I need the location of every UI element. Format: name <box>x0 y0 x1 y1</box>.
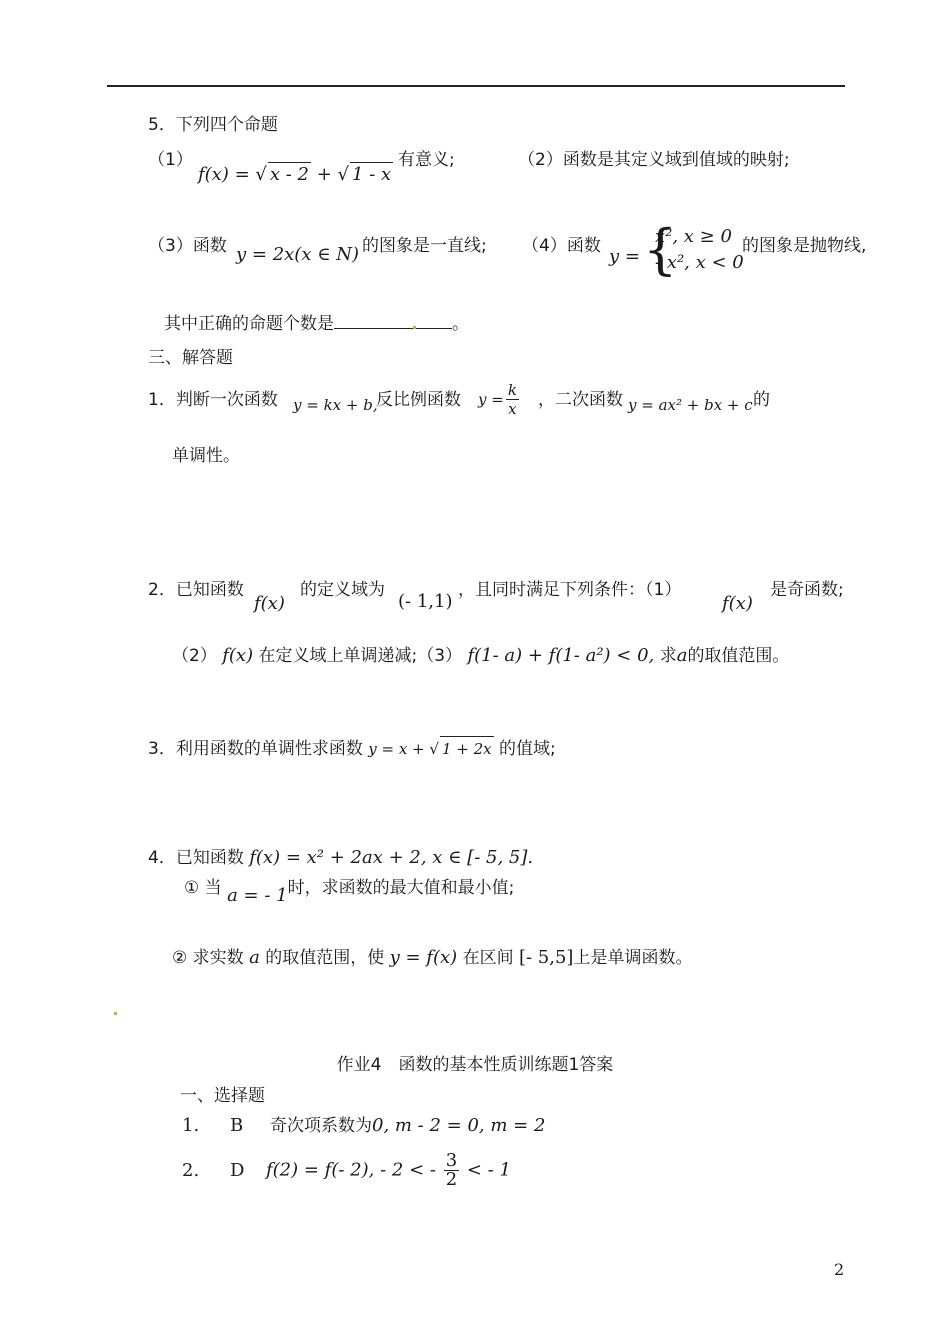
answer-blank <box>334 312 452 329</box>
q5-p1-math-a: f(x) = <box>198 164 256 185</box>
q5-p1-num: （1） <box>148 150 193 170</box>
q4-s2-d: 上是单调函数。 <box>573 948 693 968</box>
q4-sub2 <box>172 946 692 970</box>
q2-m3: f(x) <box>722 593 753 614</box>
q4-s1-b: 时，求函数的最大值和最小值; <box>287 878 515 898</box>
piecewise <box>643 218 744 281</box>
q2-m2: (- 1,1) <box>398 591 453 612</box>
q2-l2-b: 在定义域上单调递减;（3） <box>258 646 463 666</box>
q2-b: 的定义域为 <box>300 580 385 600</box>
q2-c: ，且同时满足下列条件：（1） <box>458 580 682 600</box>
q4-s1-a: ① 当 <box>184 878 222 898</box>
a2-letter: D <box>230 1159 245 1181</box>
q5-prop1-num <box>148 148 193 172</box>
q4-s1-m: a = - 1 <box>227 885 288 906</box>
q1-a: 1．判断一次函数 <box>148 390 278 410</box>
frac-den: 2 <box>445 1169 458 1190</box>
q2-l2-a: （2） <box>172 646 217 666</box>
stray-mark <box>114 1012 117 1015</box>
answer-2 <box>182 1152 511 1189</box>
q5-p1-math-c: + <box>311 164 338 185</box>
answers-title: 作业4 函数的基本性质训练题1答案 <box>336 1055 614 1075</box>
q2-l2-m3: a <box>676 645 688 666</box>
sqrt-icon: √ <box>429 740 439 758</box>
q2-d: 是奇函数; <box>770 580 844 600</box>
sqrt-icon: √ <box>337 164 350 185</box>
q1-m2-pre: y = <box>478 390 504 409</box>
q4-s2-c: 在区间 <box>462 948 514 968</box>
q4-s2-b: 的取值范围，使 <box>265 948 385 968</box>
q3-m-pre: y = x + <box>368 740 430 758</box>
a1-num: 1. <box>182 1115 200 1136</box>
q1-d: 的 <box>753 390 770 410</box>
q5-p3-text: 的图象是一直线; <box>362 236 487 256</box>
q2-l2-m2: f(1- a) + f(1- a²) < 0, <box>467 645 655 666</box>
q2-l2-m1: f(x) <box>222 645 254 666</box>
q5-answer <box>164 312 469 336</box>
q4-sub1 <box>184 876 515 906</box>
frac-num: 3 <box>445 1150 458 1171</box>
fraction <box>444 1152 459 1189</box>
header-rule <box>107 85 845 87</box>
q1-m2 <box>478 381 521 418</box>
answers-section1: 一、选择题 <box>180 1086 265 1106</box>
q2-m1: f(x) <box>254 593 285 614</box>
q1-m3: y = ax² + bx + c <box>628 396 753 414</box>
q5-prop1-math <box>198 162 393 187</box>
piece-row-2: - x², x < 0 <box>655 252 744 273</box>
q5-p1-math-b: x - 2 <box>269 164 310 185</box>
q5-answer-suffix: 。 <box>452 314 469 334</box>
q5-p4-piecewise <box>643 218 744 281</box>
q5-p2: （2）函数是其定义域到值域的映射; <box>518 150 790 170</box>
a2-num: 2. <box>182 1159 200 1181</box>
q5-answer-prefix: 其中正确的命题个数是 <box>164 314 334 334</box>
q5-p3-num: （3）函数 <box>148 236 227 256</box>
a1-letter: B <box>230 1115 244 1136</box>
a1-math: 0, m - 2 = 0, m = 2 <box>372 1115 546 1136</box>
q2-l2-d: 的取值范围。 <box>687 646 790 666</box>
q2-a: 2．已知函数 <box>148 580 244 600</box>
q4-s2-m3: [- 5,5] <box>518 947 574 968</box>
q5-title: 5．下列四个命题 <box>148 115 278 135</box>
brace-icon: { <box>643 218 678 281</box>
a1-text: 奇次项系数为 <box>270 1116 372 1136</box>
q5-p4-text: 的图象是抛物线, <box>742 236 867 256</box>
q1-b: 反比例函数 <box>376 390 461 410</box>
q2-l2-c: 求 <box>659 646 677 666</box>
q4-a: 4．已知函数 <box>148 848 244 868</box>
q4-m: f(x) = x² + 2ax + 2, x ∈ [- 5, 5]. <box>249 847 534 868</box>
stray-mark <box>413 326 416 329</box>
section3-title: 三、解答题 <box>148 348 233 368</box>
fraction <box>506 381 519 418</box>
q3-b: 的值域; <box>499 739 556 759</box>
frac-num: k <box>507 381 517 399</box>
q1-m1: y = kx + b, <box>293 396 378 414</box>
answer-1 <box>182 1114 545 1138</box>
q5-p1-text: 有意义; <box>398 150 455 170</box>
q5-p4-y: y = <box>609 246 640 267</box>
q4-s2-a: ② 求实数 <box>172 948 244 968</box>
q3 <box>148 736 556 761</box>
piece-row-1: x², x ≥ 0 <box>655 226 732 247</box>
q2-line2 <box>172 644 789 668</box>
q3-a: 3．利用函数的单调性求函数 <box>148 739 363 759</box>
q1-line2: 单调性。 <box>172 446 240 466</box>
q4 <box>148 846 533 870</box>
sqrt-icon: √ <box>255 164 267 185</box>
q1-c: ，二次函数 <box>538 390 623 410</box>
q3-m-rad: 1 + 2x <box>440 736 494 761</box>
a2-math-b: < - 1 <box>461 1159 511 1181</box>
q5-p4-num: （4）函数 <box>522 236 601 256</box>
q4-s2-m1: a <box>249 947 260 968</box>
page-number: 2 <box>834 1260 845 1279</box>
frac-den: x <box>508 400 517 418</box>
q5-p3-math: y = 2x(x ∈ N) <box>236 244 360 265</box>
q4-s2-m2: y = f(x) <box>389 947 458 968</box>
a2-math-a: f(2) = f(- 2), - 2 < - <box>266 1159 442 1181</box>
q5-p1-math-d: 1 - x <box>352 164 392 185</box>
